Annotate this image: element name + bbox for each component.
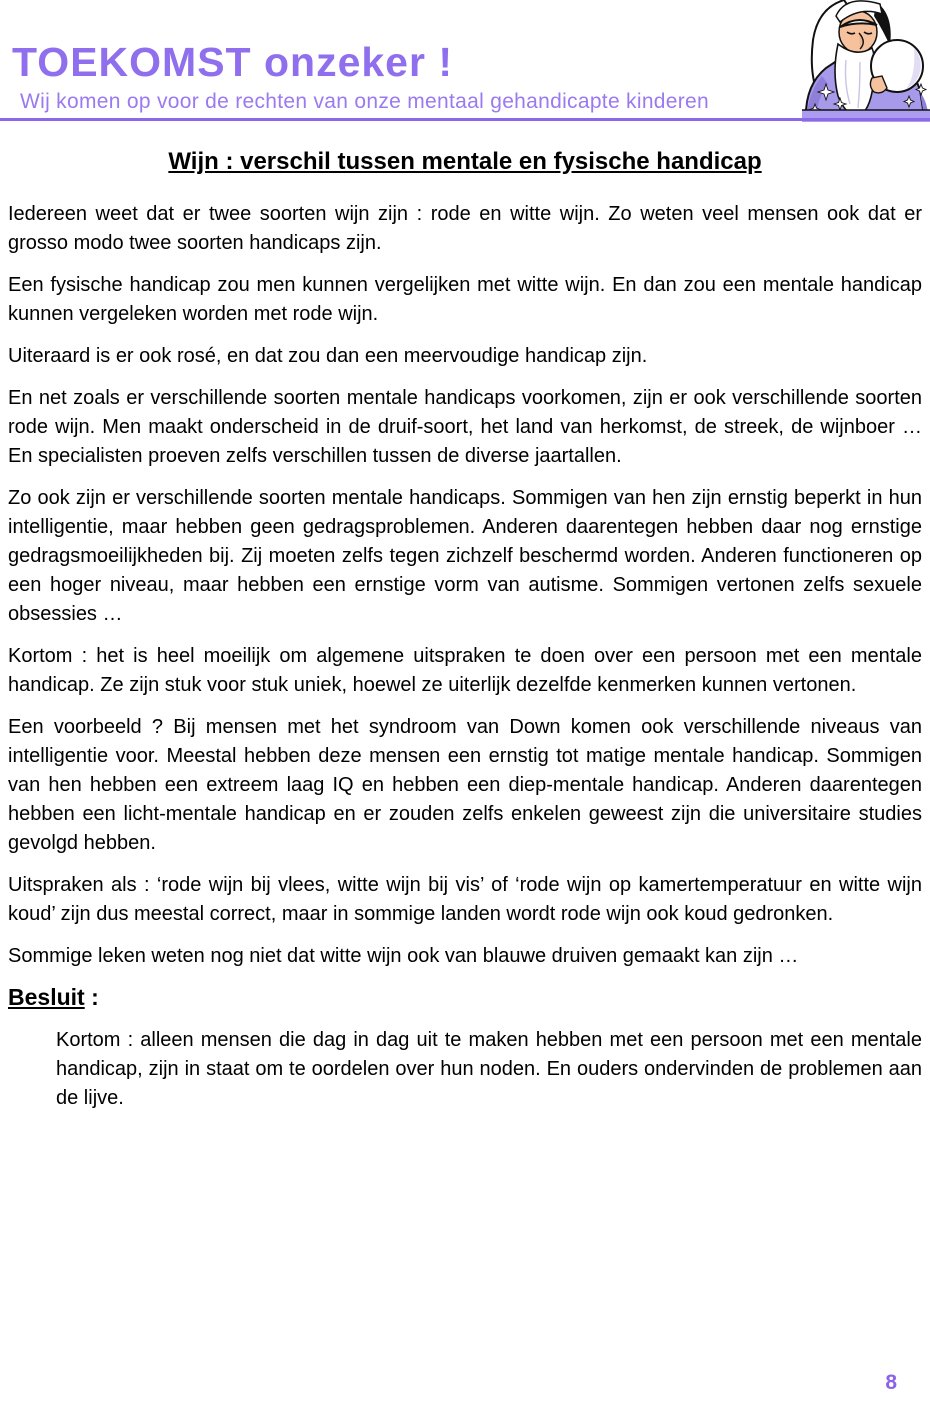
paragraph-4: En net zoals er verschillende soorten mentale handicaps voorkomen, zijn er ook verschillende soorten rode wijn. Men maakt onderscheid in de druif-soort, het land van herkomst, de streek, de wijnboer … En specialisten proeven zelfs verschillen tussen de diverse jaartallen. [8, 387, 922, 467]
newsletter-header [0, 0, 930, 121]
header-divider [0, 118, 930, 121]
paragraph-6: Kortom : het is heel moeilijk om algemene uitspraken te doen over een persoon met een mentale handicap. Ze zijn stuk voor stuk uniek, hoewel ze uiterlijk dezelfde kenmerken kunnen vertonen. [8, 645, 922, 696]
paragraph-3: Uiteraard is er ook rosé, en dat zou dan een meervoudige handicap zijn. [8, 345, 648, 367]
newsletter-title: TOEKOMST onzeker ! [12, 39, 453, 85]
conclusion-heading-word: Besluit [8, 984, 85, 1010]
newsletter-subtitle: Wij komen op voor de rechten van onze mentaal gehandicapte kinderen [20, 90, 710, 113]
paragraph-9: Sommige leken weten nog niet dat witte wijn ook van blauwe druiven gemaakt kan zijn … [8, 945, 799, 967]
paragraph-2: Een fysische handicap zou men kunnen vergelijken met witte wijn. En dan zou een mentale handicap kunnen vergeleken worden met rode wijn. [8, 274, 922, 325]
page-number: 8 [885, 1371, 897, 1394]
conclusion-heading [8, 984, 922, 1011]
article-title: Wijn : verschil tussen mentale en fysische handicap [168, 148, 762, 175]
paragraph-8: Uitspraken als : ‘rode wijn bij vlees, witte wijn bij vis’ of ‘rode wijn op kamertemperatuur en witte wijn koud’ zijn dus meestal correct, maar in sommige landen wordt rode wijn ook koud gedronken. [8, 874, 922, 925]
conclusion-paragraph: Kortom : alleen mensen die dag in dag uit te maken hebben met een persoon met een mentale handicap, zijn in staat om te oordelen over hun noden. En ouders ondervinden de problemen aan de lijve. [56, 1029, 922, 1109]
paragraph-5: Zo ook zijn er verschillende soorten mentale handicaps. Sommigen van hen zijn ernstig beperkt in hun intelligentie, maar hebben geen gedragsproblemen. Anderen daarentegen hebben daar nog ernstige gedragsmoeilijkheden bij. Zij moeten zelfs tegen zichzelf beschermd worden. Anderen functioneren op een hoger niveau, maar hebben een ernstige vorm van autisme. Sommigen vertonen zelfs sexuele obsessies … [8, 487, 922, 625]
paragraph-7: Een voorbeeld ? Bij mensen met het syndroom van Down komen ook verschillende niveaus van intelligentie voor. Meestal hebben deze mensen een ernstig tot matige mentale handicap. Sommigen van hen hebben een extreem laag IQ en hebben een diep-mentale handicap. Anderen daarentegen hebben een licht-mentale handicap en er zouden zelfs enkelen geweest zijn die universitaire studies gevolgd hebben. [8, 716, 922, 854]
wizard-crystal-ball-icon [788, 0, 930, 122]
paragraph-1: Iedereen weet dat er twee soorten wijn zijn : rode en witte wijn. Zo weten veel mensen ook dat er grosso modo twee soorten handicaps zijn. [8, 203, 922, 254]
article [0, 121, 930, 1113]
conclusion-heading-colon: : [84, 984, 99, 1010]
